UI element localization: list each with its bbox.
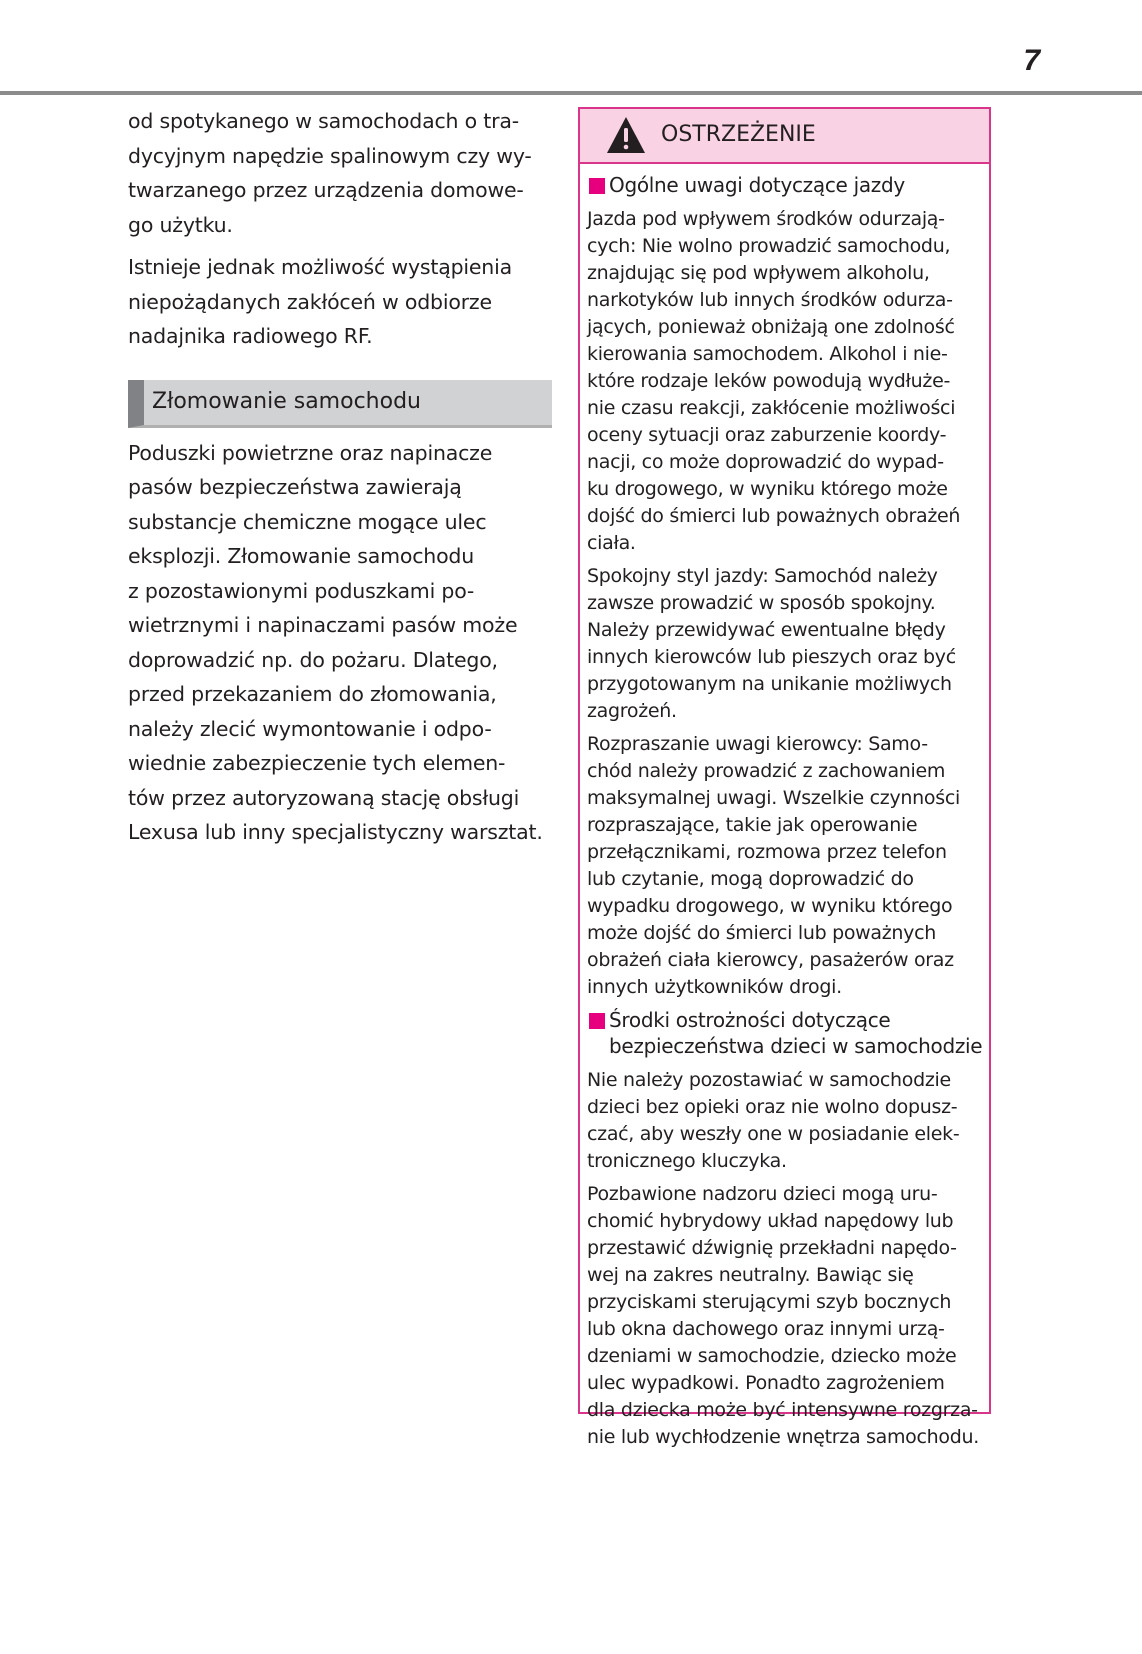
warning-paragraph (587, 206, 983, 557)
warning-title: OSTRZEŻENIE (661, 122, 816, 147)
paragraph (128, 250, 548, 354)
text-line: dzeniami w samochodzie, dziecko może (587, 1345, 957, 1367)
paragraph (128, 104, 548, 242)
text-line: ciała. (587, 532, 636, 554)
text-line: innych użytkowników drogi. (587, 976, 842, 998)
warning-paragraph (587, 1067, 983, 1175)
text-line: maksymalnej uwagi. Wszelkie czynności (587, 787, 960, 809)
text-line: nadajnika radiowego RF. (128, 324, 373, 348)
text-line: od spotykanego w samochodach o tra- (128, 109, 519, 133)
text-line: nie czasu reakcji, zakłócenie możliwości (587, 397, 956, 419)
paragraph (128, 436, 548, 850)
text-line: przyciskami sterującymi szyb bocznych (587, 1291, 952, 1313)
text-line: Środki ostrożności dotyczące (609, 1008, 891, 1032)
warning-paragraph (587, 731, 983, 1001)
text-line: wietrznymi i napinaczami pasów może (128, 613, 518, 637)
text-line: tów przez autoryzowaną stację obsługi (128, 785, 520, 810)
text-line: Istnieje jednak możliwość wystąpienia (128, 255, 512, 279)
text-line: Pozbawione nadzoru dzieci mogą uru- (587, 1183, 938, 1205)
text-line: Nie należy pozostawiać w samochodzie (587, 1069, 951, 1091)
text-line: Jazda pod wpływem środków odurzają- (587, 208, 945, 230)
text-line: Poduszki powietrzne oraz napinacze (128, 440, 493, 465)
text-line: nie lub wychłodzenie wnętrza samochodu. (587, 1426, 979, 1448)
text-line: ku drogowego, w wyniku którego może (587, 478, 948, 500)
text-line: oceny sytuacji oraz zaburzenie koordy- (587, 424, 947, 446)
text-line: wej na zakres neutralny. Bawiąc się (587, 1264, 914, 1286)
text-line: chód należy prowadzić z zachowaniem (587, 760, 946, 782)
text-line: obrażeń ciała kierowcy, pasażerów oraz (587, 949, 954, 971)
text-line: rozpraszające, takie jak operowanie (587, 814, 918, 836)
text-line: zagrożeń. (587, 700, 677, 722)
text-line: wiednie zabezpieczenie tych elemen- (128, 751, 506, 775)
text-line: dojść do śmierci lub poważnych obrażeń (587, 505, 961, 527)
page-number: 7 (1023, 44, 1040, 77)
text-line: cych: Nie wolno prowadzić samochodu, (587, 235, 951, 257)
warning-paragraph (587, 563, 983, 725)
text-line: może dojść do śmierci lub poważnych (587, 922, 936, 944)
text-line: należy zlecić wymontowanie i odpo- (128, 716, 492, 741)
text-line: kierowania samochodem. Alkohol i nie- (587, 343, 948, 365)
text-line: Lexusa lub inny specjalistyczny warsztat. (128, 820, 543, 844)
text-line: tronicznego kluczyka. (587, 1150, 787, 1172)
warning-body (580, 164, 989, 1451)
text-line: go użytku. (128, 212, 233, 237)
header-rule (0, 91, 1142, 95)
section-heading (128, 380, 552, 428)
text-line: Należy przewidywać ewentualne błędy (587, 619, 946, 641)
text-line: nacji, co może doprowadzić do wypad- (587, 451, 944, 473)
text-line: znajdując się pod wpływem alkoholu, (587, 262, 930, 284)
text-line: jących, ponieważ obniżają one zdolność (587, 316, 955, 338)
text-line: Ogólne uwagi dotyczące jazdy (609, 173, 905, 197)
warning-header (580, 109, 989, 164)
section-title: Złomowanie samochodu (152, 388, 421, 414)
warning-triangle-icon (606, 116, 646, 154)
left-column (128, 104, 548, 858)
text-line: chomić hybrydowy układ napędowy lub (587, 1210, 954, 1232)
text-line: czać, aby weszły one w posiadanie elek- (587, 1123, 960, 1145)
text-line: zawsze prowadzić w sposób spokojny. (587, 592, 936, 614)
warning-subheading (587, 1007, 983, 1059)
text-line: bezpieczeństwa dzieci w samochodzie (609, 1034, 983, 1058)
bullet-square-icon (589, 178, 605, 194)
text-line: przełącznikami, rozmowa przez telefon (587, 841, 947, 863)
text-line: dycyjnym napędzie spalinowym czy wy- (128, 143, 532, 168)
text-line: substancje chemiczne mogące ulec (128, 509, 487, 534)
text-line: narkotyków lub innych środków odurza- (587, 289, 953, 311)
warning-paragraph (587, 1181, 983, 1451)
text-line: przygotowanym na unikanie możliwych (587, 673, 952, 695)
warning-box (578, 107, 991, 1448)
text-line: Spokojny styl jazdy: Samochód należy (587, 565, 938, 587)
text-line: wypadku drogowego, w wyniku którego (587, 895, 953, 917)
text-line: dla dziecka może być intensywne rozgrza- (587, 1399, 978, 1421)
text-line: lub czytanie, mogą doprowadzić do (587, 868, 914, 890)
text-line: przed przekazaniem do złomowania, (128, 682, 497, 706)
text-line: innych kierowców lub pieszych oraz być (587, 646, 956, 668)
text-line: które rodzaje leków powodują wydłuże- (587, 370, 951, 392)
bullet-square-icon (589, 1013, 605, 1029)
text-line: Rozpraszanie uwagi kierowcy: Samo- (587, 733, 928, 755)
text-line: z pozostawionymi poduszkami po- (128, 578, 475, 603)
text-line: eksplozji. Złomowanie samochodu (128, 544, 475, 568)
text-line: przestawić dźwignię przekładni napędo- (587, 1237, 957, 1259)
warning-subheading (587, 172, 983, 198)
text-line: doprowadzić np. do pożaru. Dlatego, (128, 647, 498, 672)
text-line: niepożądanych zakłóceń w odbiorze (128, 289, 492, 314)
text-line: twarzanego przez urządzenia domowe- (128, 178, 524, 202)
text-line: ulec wypadkowi. Ponadto zagrożeniem (587, 1372, 945, 1394)
text-line: pasów bezpieczeństwa zawierają (128, 475, 462, 499)
text-line: dzieci bez opieki oraz nie wolno dopusz- (587, 1096, 958, 1118)
text-line: lub okna dachowego oraz innymi urzą- (587, 1318, 945, 1340)
